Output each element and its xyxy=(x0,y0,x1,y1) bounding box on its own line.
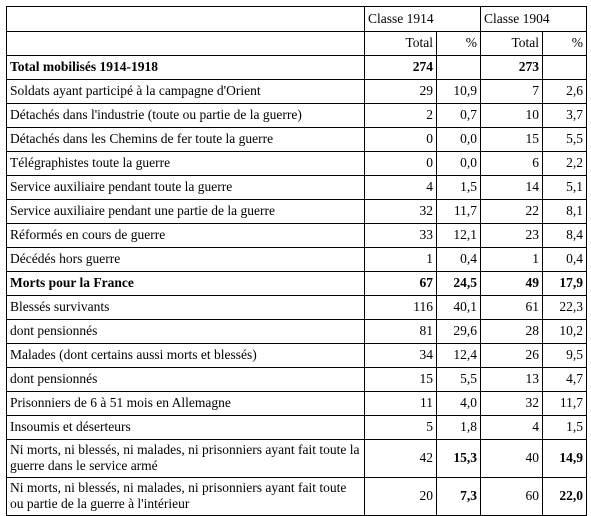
header-blank-cell xyxy=(7,32,365,56)
pct-1904-cell: 2,2 xyxy=(543,152,587,176)
pct-1914-cell: 1,8 xyxy=(437,416,481,440)
group-header-row xyxy=(7,7,587,32)
col-header-pct-1904: % xyxy=(543,32,587,56)
sub-header-row xyxy=(7,32,587,56)
table-row xyxy=(7,368,587,392)
total-1914-cell: 5 xyxy=(365,416,437,440)
total-1914-cell: 32 xyxy=(365,200,437,224)
pct-1914-cell: 15,3 xyxy=(437,440,481,478)
total-1904-cell: 28 xyxy=(481,320,543,344)
pct-1914-cell: 11,7 xyxy=(437,200,481,224)
pct-1914-cell: 24,5 xyxy=(437,272,481,296)
row-label-cell: Soldats ayant participé à la campagne d'Orient xyxy=(7,80,365,104)
total-1904-cell: 15 xyxy=(481,128,543,152)
total-1914-cell: 29 xyxy=(365,80,437,104)
pct-1904-cell: 14,9 xyxy=(543,440,587,478)
total-1904-cell: 61 xyxy=(481,296,543,320)
data-table xyxy=(6,6,587,516)
row-label-cell: Détachés dans les Chemins de fer toute la guerre xyxy=(7,128,365,152)
total-1914-cell: 0 xyxy=(365,152,437,176)
total-1914-cell: 34 xyxy=(365,344,437,368)
table-row xyxy=(7,56,587,80)
total-1914-cell: 67 xyxy=(365,272,437,296)
row-label-cell: Service auxiliaire pendant une partie de la guerre xyxy=(7,200,365,224)
total-1914-cell: 33 xyxy=(365,224,437,248)
col-header-total-1914: Total xyxy=(365,32,437,56)
total-1904-cell: 23 xyxy=(481,224,543,248)
pct-1904-cell: 0,4 xyxy=(543,248,587,272)
row-label-cell: Détachés dans l'industrie (toute ou partie de la guerre) xyxy=(7,104,365,128)
table-row xyxy=(7,248,587,272)
total-1904-cell: 32 xyxy=(481,392,543,416)
pct-1904-cell: 22,3 xyxy=(543,296,587,320)
table-row xyxy=(7,104,587,128)
pct-1904-cell: 5,5 xyxy=(543,128,587,152)
group-header-1914: Classe 1914 xyxy=(365,7,481,32)
pct-1914-cell: 7,3 xyxy=(437,478,481,516)
row-label-cell: dont pensionnés xyxy=(7,368,365,392)
table-row xyxy=(7,344,587,368)
total-1914-cell: 20 xyxy=(365,478,437,516)
total-1914-cell: 42 xyxy=(365,440,437,478)
total-1914-cell: 116 xyxy=(365,296,437,320)
row-label-cell: Réformés en cours de guerre xyxy=(7,224,365,248)
table-row xyxy=(7,176,587,200)
row-label-cell: Insoumis et déserteurs xyxy=(7,416,365,440)
pct-1904-cell: 11,7 xyxy=(543,392,587,416)
table-row xyxy=(7,80,587,104)
row-label-cell: Télégraphistes toute la guerre xyxy=(7,152,365,176)
pct-1914-cell: 0,0 xyxy=(437,152,481,176)
table-row xyxy=(7,320,587,344)
table-body xyxy=(7,56,587,516)
total-1914-cell: 2 xyxy=(365,104,437,128)
row-label-cell: Ni morts, ni blessés, ni malades, ni prisonniers ayant fait toute la guerre dans le service armé xyxy=(7,440,365,478)
total-1904-cell: 1 xyxy=(481,248,543,272)
total-1904-cell: 60 xyxy=(481,478,543,516)
table-row xyxy=(7,224,587,248)
row-label-cell: Service auxiliaire pendant toute la guerre xyxy=(7,176,365,200)
pct-1904-cell: 9,5 xyxy=(543,344,587,368)
pct-1914-cell: 0,7 xyxy=(437,104,481,128)
pct-1904-cell xyxy=(543,56,587,80)
total-1904-cell: 273 xyxy=(481,56,543,80)
total-1904-cell: 6 xyxy=(481,152,543,176)
pct-1904-cell: 4,7 xyxy=(543,368,587,392)
pct-1914-cell: 10,9 xyxy=(437,80,481,104)
total-1904-cell: 7 xyxy=(481,80,543,104)
row-label-cell: Prisonniers de 6 à 51 mois en Allemagne xyxy=(7,392,365,416)
pct-1904-cell: 8,4 xyxy=(543,224,587,248)
row-label-cell: dont pensionnés xyxy=(7,320,365,344)
table-row xyxy=(7,200,587,224)
pct-1904-cell: 22,0 xyxy=(543,478,587,516)
header-blank-cell xyxy=(7,7,365,32)
pct-1904-cell: 10,2 xyxy=(543,320,587,344)
total-1904-cell: 49 xyxy=(481,272,543,296)
total-1904-cell: 14 xyxy=(481,176,543,200)
total-1914-cell: 81 xyxy=(365,320,437,344)
pct-1904-cell: 2,6 xyxy=(543,80,587,104)
total-1904-cell: 13 xyxy=(481,368,543,392)
pct-1904-cell: 3,7 xyxy=(543,104,587,128)
total-1904-cell: 26 xyxy=(481,344,543,368)
pct-1914-cell: 0,0 xyxy=(437,128,481,152)
row-label-cell: Décédés hors guerre xyxy=(7,248,365,272)
table-row xyxy=(7,392,587,416)
col-header-pct-1914: % xyxy=(437,32,481,56)
row-label-cell: Ni morts, ni blessés, ni malades, ni prisonniers ayant fait toute ou partie de la guerre à l'intérieur xyxy=(7,478,365,516)
row-label-cell: Malades (dont certains aussi morts et blessés) xyxy=(7,344,365,368)
pct-1914-cell: 5,5 xyxy=(437,368,481,392)
total-1914-cell: 4 xyxy=(365,176,437,200)
total-1904-cell: 22 xyxy=(481,200,543,224)
pct-1914-cell: 4,0 xyxy=(437,392,481,416)
table-row xyxy=(7,296,587,320)
total-1904-cell: 40 xyxy=(481,440,543,478)
pct-1914-cell: 12,4 xyxy=(437,344,481,368)
pct-1914-cell: 1,5 xyxy=(437,176,481,200)
row-label-cell: Morts pour la France xyxy=(7,272,365,296)
col-header-total-1904: Total xyxy=(481,32,543,56)
row-label-cell: Blessés survivants xyxy=(7,296,365,320)
table-row xyxy=(7,272,587,296)
pct-1904-cell: 8,1 xyxy=(543,200,587,224)
total-1904-cell: 4 xyxy=(481,416,543,440)
total-1904-cell: 10 xyxy=(481,104,543,128)
pct-1904-cell: 1,5 xyxy=(543,416,587,440)
total-1914-cell: 15 xyxy=(365,368,437,392)
total-1914-cell: 11 xyxy=(365,392,437,416)
table-row xyxy=(7,416,587,440)
row-label-cell: Total mobilisés 1914-1918 xyxy=(7,56,365,80)
pct-1914-cell xyxy=(437,56,481,80)
table-row xyxy=(7,440,587,478)
group-header-1904: Classe 1904 xyxy=(481,7,587,32)
table-row xyxy=(7,152,587,176)
table-row xyxy=(7,478,587,516)
table-row xyxy=(7,128,587,152)
pct-1904-cell: 5,1 xyxy=(543,176,587,200)
total-1914-cell: 1 xyxy=(365,248,437,272)
pct-1914-cell: 0,4 xyxy=(437,248,481,272)
pct-1914-cell: 29,6 xyxy=(437,320,481,344)
total-1914-cell: 0 xyxy=(365,128,437,152)
pct-1904-cell: 17,9 xyxy=(543,272,587,296)
total-1914-cell: 274 xyxy=(365,56,437,80)
pct-1914-cell: 12,1 xyxy=(437,224,481,248)
pct-1914-cell: 40,1 xyxy=(437,296,481,320)
